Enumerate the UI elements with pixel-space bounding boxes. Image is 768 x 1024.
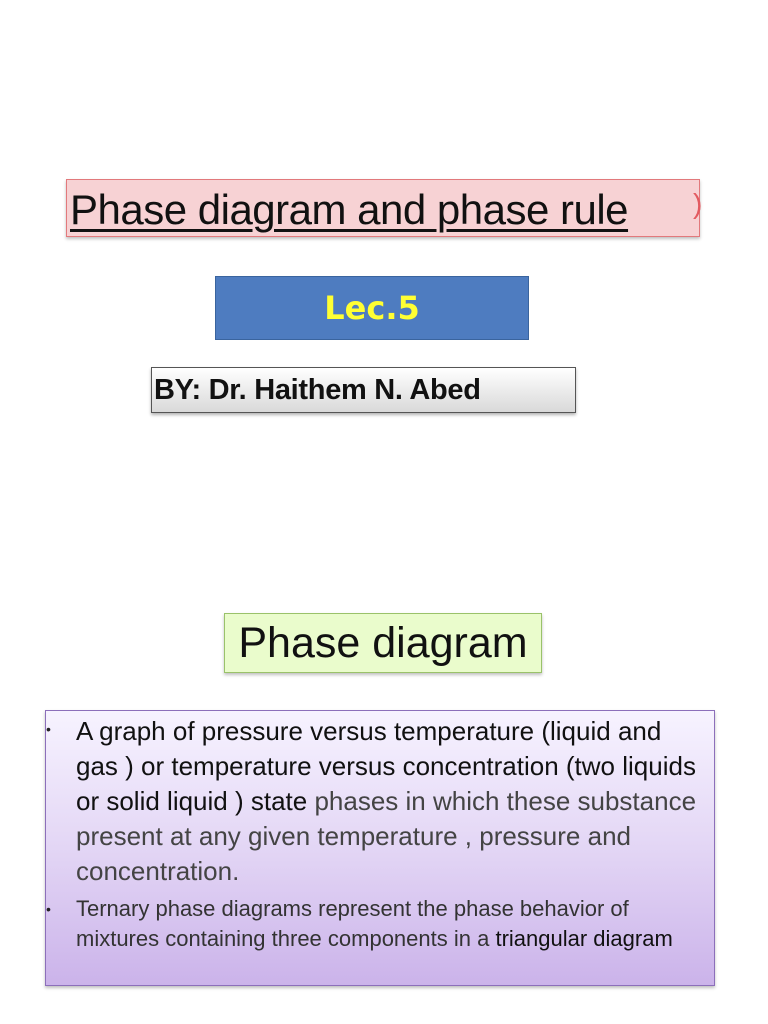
bullet-text-2 xyxy=(76,894,712,954)
bullet-icon: • xyxy=(46,721,51,737)
bullet-2-part-b: triangular diagram xyxy=(489,926,673,951)
lecture-badge xyxy=(215,276,529,340)
lecture-label: Lec.5 xyxy=(324,289,420,327)
author-banner xyxy=(151,367,576,413)
title-banner xyxy=(66,179,703,237)
bullet-1-part-b: phases in which these substance present at any given temperature , pressure and concentration. xyxy=(76,786,697,886)
definition-box xyxy=(45,710,715,986)
bullet-text-1 xyxy=(76,714,706,889)
slide-title: Phase diagram and phase rule xyxy=(70,186,629,233)
section-heading: Phase diagram xyxy=(238,618,528,667)
bullet-icon: • xyxy=(46,901,51,917)
bullet-2-part-a: Ternary phase diagrams represent the phase behavior of mixtures containing three components in a xyxy=(76,896,629,951)
author-label: BY: Dr. Haithem N. Abed xyxy=(154,373,481,406)
section-heading-box xyxy=(224,613,542,673)
bullet-1-part-a: A graph of pressure versus temperature (liquid and gas ) or temperature versus concentration (two liquids or solid liquid ) state xyxy=(76,716,696,816)
title-overflow-mark: ) xyxy=(693,188,703,219)
